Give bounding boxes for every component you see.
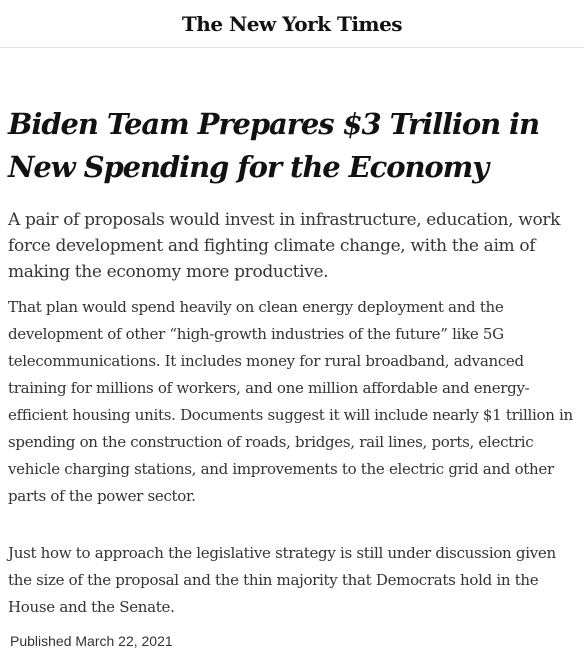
masthead xyxy=(0,0,584,48)
nyt-logo[interactable]: The New York Times xyxy=(181,12,403,36)
article-paragraph: Just how to approach the legislative strategy is still under discussion given the size of the proposal and the thin majority that Democrats hold in the House and the Senate. xyxy=(8,544,556,616)
published-date: Published March 22, 2021 xyxy=(10,633,173,649)
article-summary: A pair of proposals would invest in infrastructure, education, work force development and fighting climate change, with the aim of making the economy more productive. xyxy=(8,210,561,282)
article-headline: Biden Team Prepares $3 Trillion in New Spending for the Economy xyxy=(8,107,539,184)
article-paragraph: That plan would spend heavily on clean energy deployment and the development of other “high-growth industries of the future” like 5G telecommunications. It includes money for rural broadband, advanced training for millions of workers, and one million affordable and energy-efficient housing units. Documents suggest it will include nearly $1 trillion in spending on the construction of roads, bridges, rail lines, ports, electric vehicle charging stations, and improvements to the electric grid and other parts of the power sector. xyxy=(8,298,573,505)
